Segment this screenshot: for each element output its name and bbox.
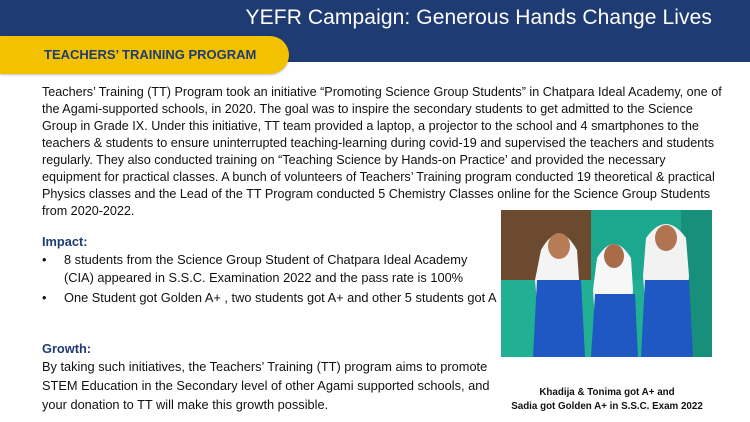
- list-item: [42, 251, 497, 286]
- photo-caption-line-1: Khadija & Tonima got A+ and: [539, 387, 675, 398]
- list-item: [42, 289, 497, 307]
- impact-list: [42, 251, 497, 310]
- photo-caption: [505, 386, 709, 414]
- bullet-icon: •: [42, 252, 47, 267]
- photo-caption-line-2: Sadia got Golden A+ in S.S.C. Exam 2022: [511, 401, 703, 412]
- growth-paragraph: By taking such initiatives, the Teachers’ Training (TT) program aims to promote STEM Education in the Secondary level of other Agami supported schools, and your donation to TT will make this growth possible.: [42, 359, 490, 412]
- impact-item-text: One Student got Golden A+ , two students got A+ and other 5 students got A: [64, 290, 497, 305]
- growth-heading: Growth:: [42, 341, 92, 356]
- students-photo-illustration: [501, 210, 712, 357]
- page-title: YEFR Campaign: Generous Hands Change Lives: [245, 6, 712, 29]
- section-badge: [0, 36, 289, 74]
- impact-item-text: 8 students from the Science Group Student of Chatpara Ideal Academy (CIA) appeared in S.S.C. Examination 2022 and the pass rate is 100%: [64, 252, 468, 285]
- bullet-icon: •: [42, 290, 47, 305]
- intro-paragraph: Teachers’ Training (TT) Program took an initiative “Promoting Science Group Students” in Chatpara Ideal Academy, one of the Agami-supported schools, in 2020. The goal was to inspire the secondary students to get admitted to the Science Group in Grade IX. Under this initiative, TT team provided a laptop, a projector to the school and 4 smartphones to the teachers & students to ensure uninterrupted teaching-learning during covid-19 and supervised the teachers and students regularly. They also conducted training on “Teaching Science by Hands-on Practice’ and provided the necessary equipment for practical classes. A bunch of volunteers of Teachers’ Training program conducted 19 theoretical & practical Physics classes and the Lead of the TT Program conducted 5 Chemistry Classes online for the Science Group Students from 2020-2022.: [42, 85, 722, 218]
- section-badge-label: TEACHERS’ TRAINING PROGRAM: [44, 47, 257, 62]
- students-photo: [501, 210, 712, 357]
- impact-heading: Impact:: [42, 234, 88, 249]
